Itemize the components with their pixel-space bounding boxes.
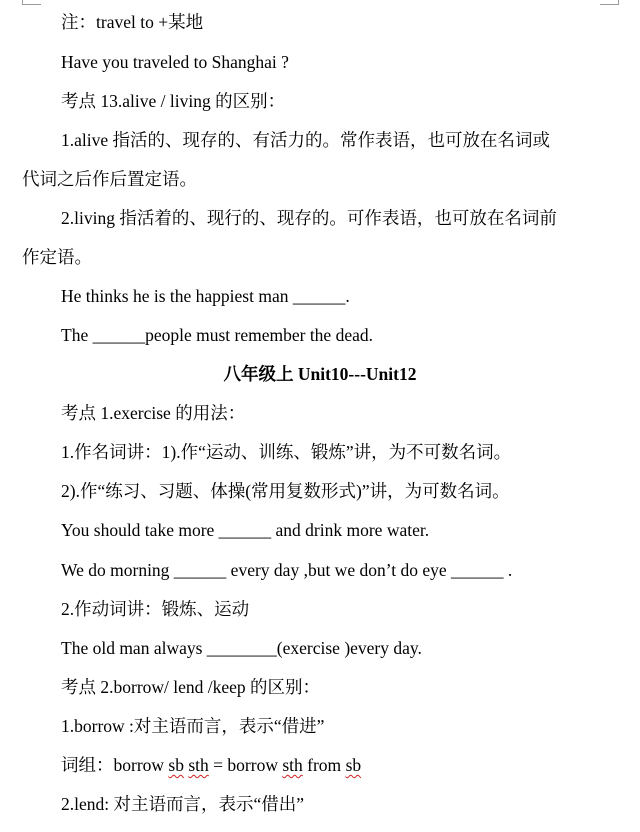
paragraph-line: 代词之后作后置定语。: [22, 169, 197, 189]
example-sentence: Have you traveled to Shanghai ?: [61, 52, 289, 72]
paragraph-line: 2.作动词讲：锻炼、运动: [61, 599, 250, 619]
paragraph-line: 2).作“练习、习题、体操(常用复数形式)”讲，为可数名词。: [61, 481, 510, 501]
point-heading: 考点 2.borrow/ lend /keep 的区别：: [61, 677, 321, 697]
spellcheck-word: sth: [188, 755, 209, 775]
phrase-text: from: [302, 755, 346, 775]
paragraph-line: 作定语。: [22, 247, 92, 267]
section-heading: 八年级上 Unit10---Unit12: [223, 364, 417, 384]
page-corner-mark-left: [22, 0, 41, 5]
point-heading: 考点 1.exercise 的用法：: [61, 403, 246, 423]
page-corner-mark-right: [600, 0, 619, 5]
point-heading: 考点 13.alive / living 的区别：: [61, 91, 286, 111]
paragraph-line: 2.living 指活着的、现行的、现存的。可作表语，也可放在名词前: [61, 208, 557, 228]
paragraph-line: 2.lend: 对主语而言，表示“借出”: [61, 794, 305, 814]
note-line: 注：travel to +某地: [61, 12, 204, 32]
paragraph-line: 1.borrow :对主语而言，表示“借进”: [61, 716, 325, 736]
exercise-sentence: You should take more ______ and drink more water.: [61, 520, 430, 540]
paragraph-line: 1.alive 指活的、现存的、有活力的。常作表语，也可放在名词或: [61, 130, 551, 150]
exercise-sentence: The old man always ________(exercise )every day.: [61, 638, 422, 658]
exercise-sentence: The ______people must remember the dead.: [61, 325, 373, 345]
paragraph-line: 1.作名词讲：1).作“运动、训练、锻炼”讲，为不可数名词。: [61, 442, 512, 462]
phrase-text: 词组：borrow: [61, 755, 169, 775]
phrase-text: = borrow: [208, 755, 283, 775]
phrase-line: [61, 753, 631, 777]
exercise-sentence: He thinks he is the happiest man ______.: [61, 286, 350, 306]
spellcheck-word: sb: [168, 755, 184, 775]
spellcheck-word: sb: [345, 755, 362, 775]
spellcheck-word: sth: [282, 755, 303, 775]
exercise-sentence: We do morning ______ every day ,but we don’t do eye ______ .: [61, 560, 513, 580]
